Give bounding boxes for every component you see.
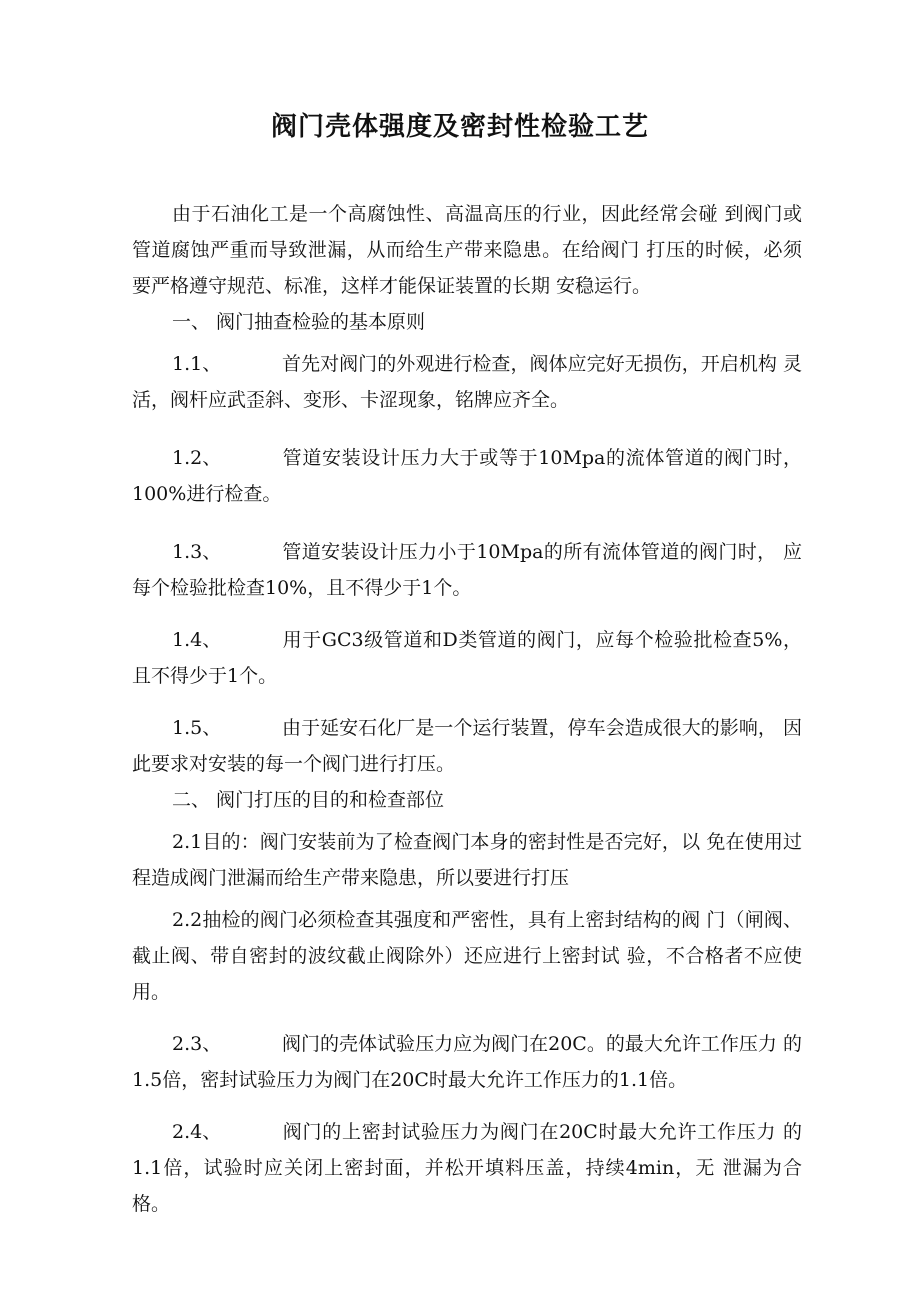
clause-text: 首先对阀门的外观进行检查，阀体应完好无损伤，开启机构 灵活，阀杆应武歪斜、变形、卡涩现象，铭牌应齐全。 (132, 353, 802, 411)
intro-paragraph: 由于石油化工是一个高腐蚀性、高温高压的行业，因此经常会碰 到阀门或管道腐蚀严重而导致泄漏，从而给生产带来隐患。在给阀门 打压的时候，必须要严格遵守规范、标准，这样才能保证装置的长期 安稳运行。 (132, 203, 802, 297)
document-title: 阀门壳体强度及密封性检验工艺 (270, 112, 649, 142)
clause-text: 阀门的壳体试验压力应为阀门在20C。的最大允许工作压力 的1.5倍，密封试验压力为阀门在20C时最大允许工作压力的1.1倍。 (132, 1033, 802, 1091)
clause-text: 管道安装设计压力小于10Mpa的所有流体管道的阀门时， 应每个检验批检查10%，且不得少于1个。 (132, 541, 802, 599)
clause-number: 1.4、 (172, 629, 222, 651)
clause-1-3 (132, 534, 802, 606)
document-body (132, 196, 802, 1222)
clause-2-1: 2.1目的：阀门安装前为了检查阀门本身的密封性是否完好，以 免在使用过程造成阀门泄漏而给生产带来隐患，所以要进行打压 (132, 831, 802, 889)
clause-1-1 (132, 346, 802, 418)
clause-1-4 (132, 622, 802, 694)
clause-2-3 (132, 1026, 802, 1098)
clause-number: 1.2、 (172, 447, 222, 469)
clause-number: 1.5、 (172, 717, 222, 739)
clause-number: 1.1、 (172, 353, 222, 375)
clause-number: 1.3、 (172, 541, 222, 563)
clause-2-2: 2.2抽检的阀门必须检查其强度和严密性，具有上密封结构的阀 门（闸阀、截止阀、带自密封的波纹截止阀除外）还应进行上密封试 验，不合格者不应使用。 (132, 909, 802, 1003)
section-heading-1: 一、 阀门抽查检验的基本原则 (172, 311, 426, 333)
clause-number: 2.3、 (172, 1033, 222, 1055)
clause-2-4 (132, 1114, 802, 1222)
clause-1-5 (132, 710, 802, 782)
clause-text: 阀门的上密封试验压力为阀门在20C时最大允许工作压力 的1.1倍，试验时应关闭上密封面，并松开填料压盖，持续4min，无 泄漏为合格。 (132, 1121, 802, 1215)
section-heading-2: 二、 阀门打压的目的和检查部位 (172, 789, 445, 811)
clause-number: 2.4、 (172, 1121, 222, 1143)
clause-text: 用于GC3级管道和D类管道的阀门，应每个检验批检查5%， 且不得少于1个。 (132, 629, 802, 687)
clause-text: 由于延安石化厂是一个运行装置，停车会造成很大的影响， 因此要求对安装的每一个阀门进行打压。 (132, 717, 802, 775)
clause-1-2 (132, 440, 802, 512)
clause-text: 管道安装设计压力大于或等于10Mpa的流体管道的阀门时，100%进行检查。 (132, 447, 802, 505)
